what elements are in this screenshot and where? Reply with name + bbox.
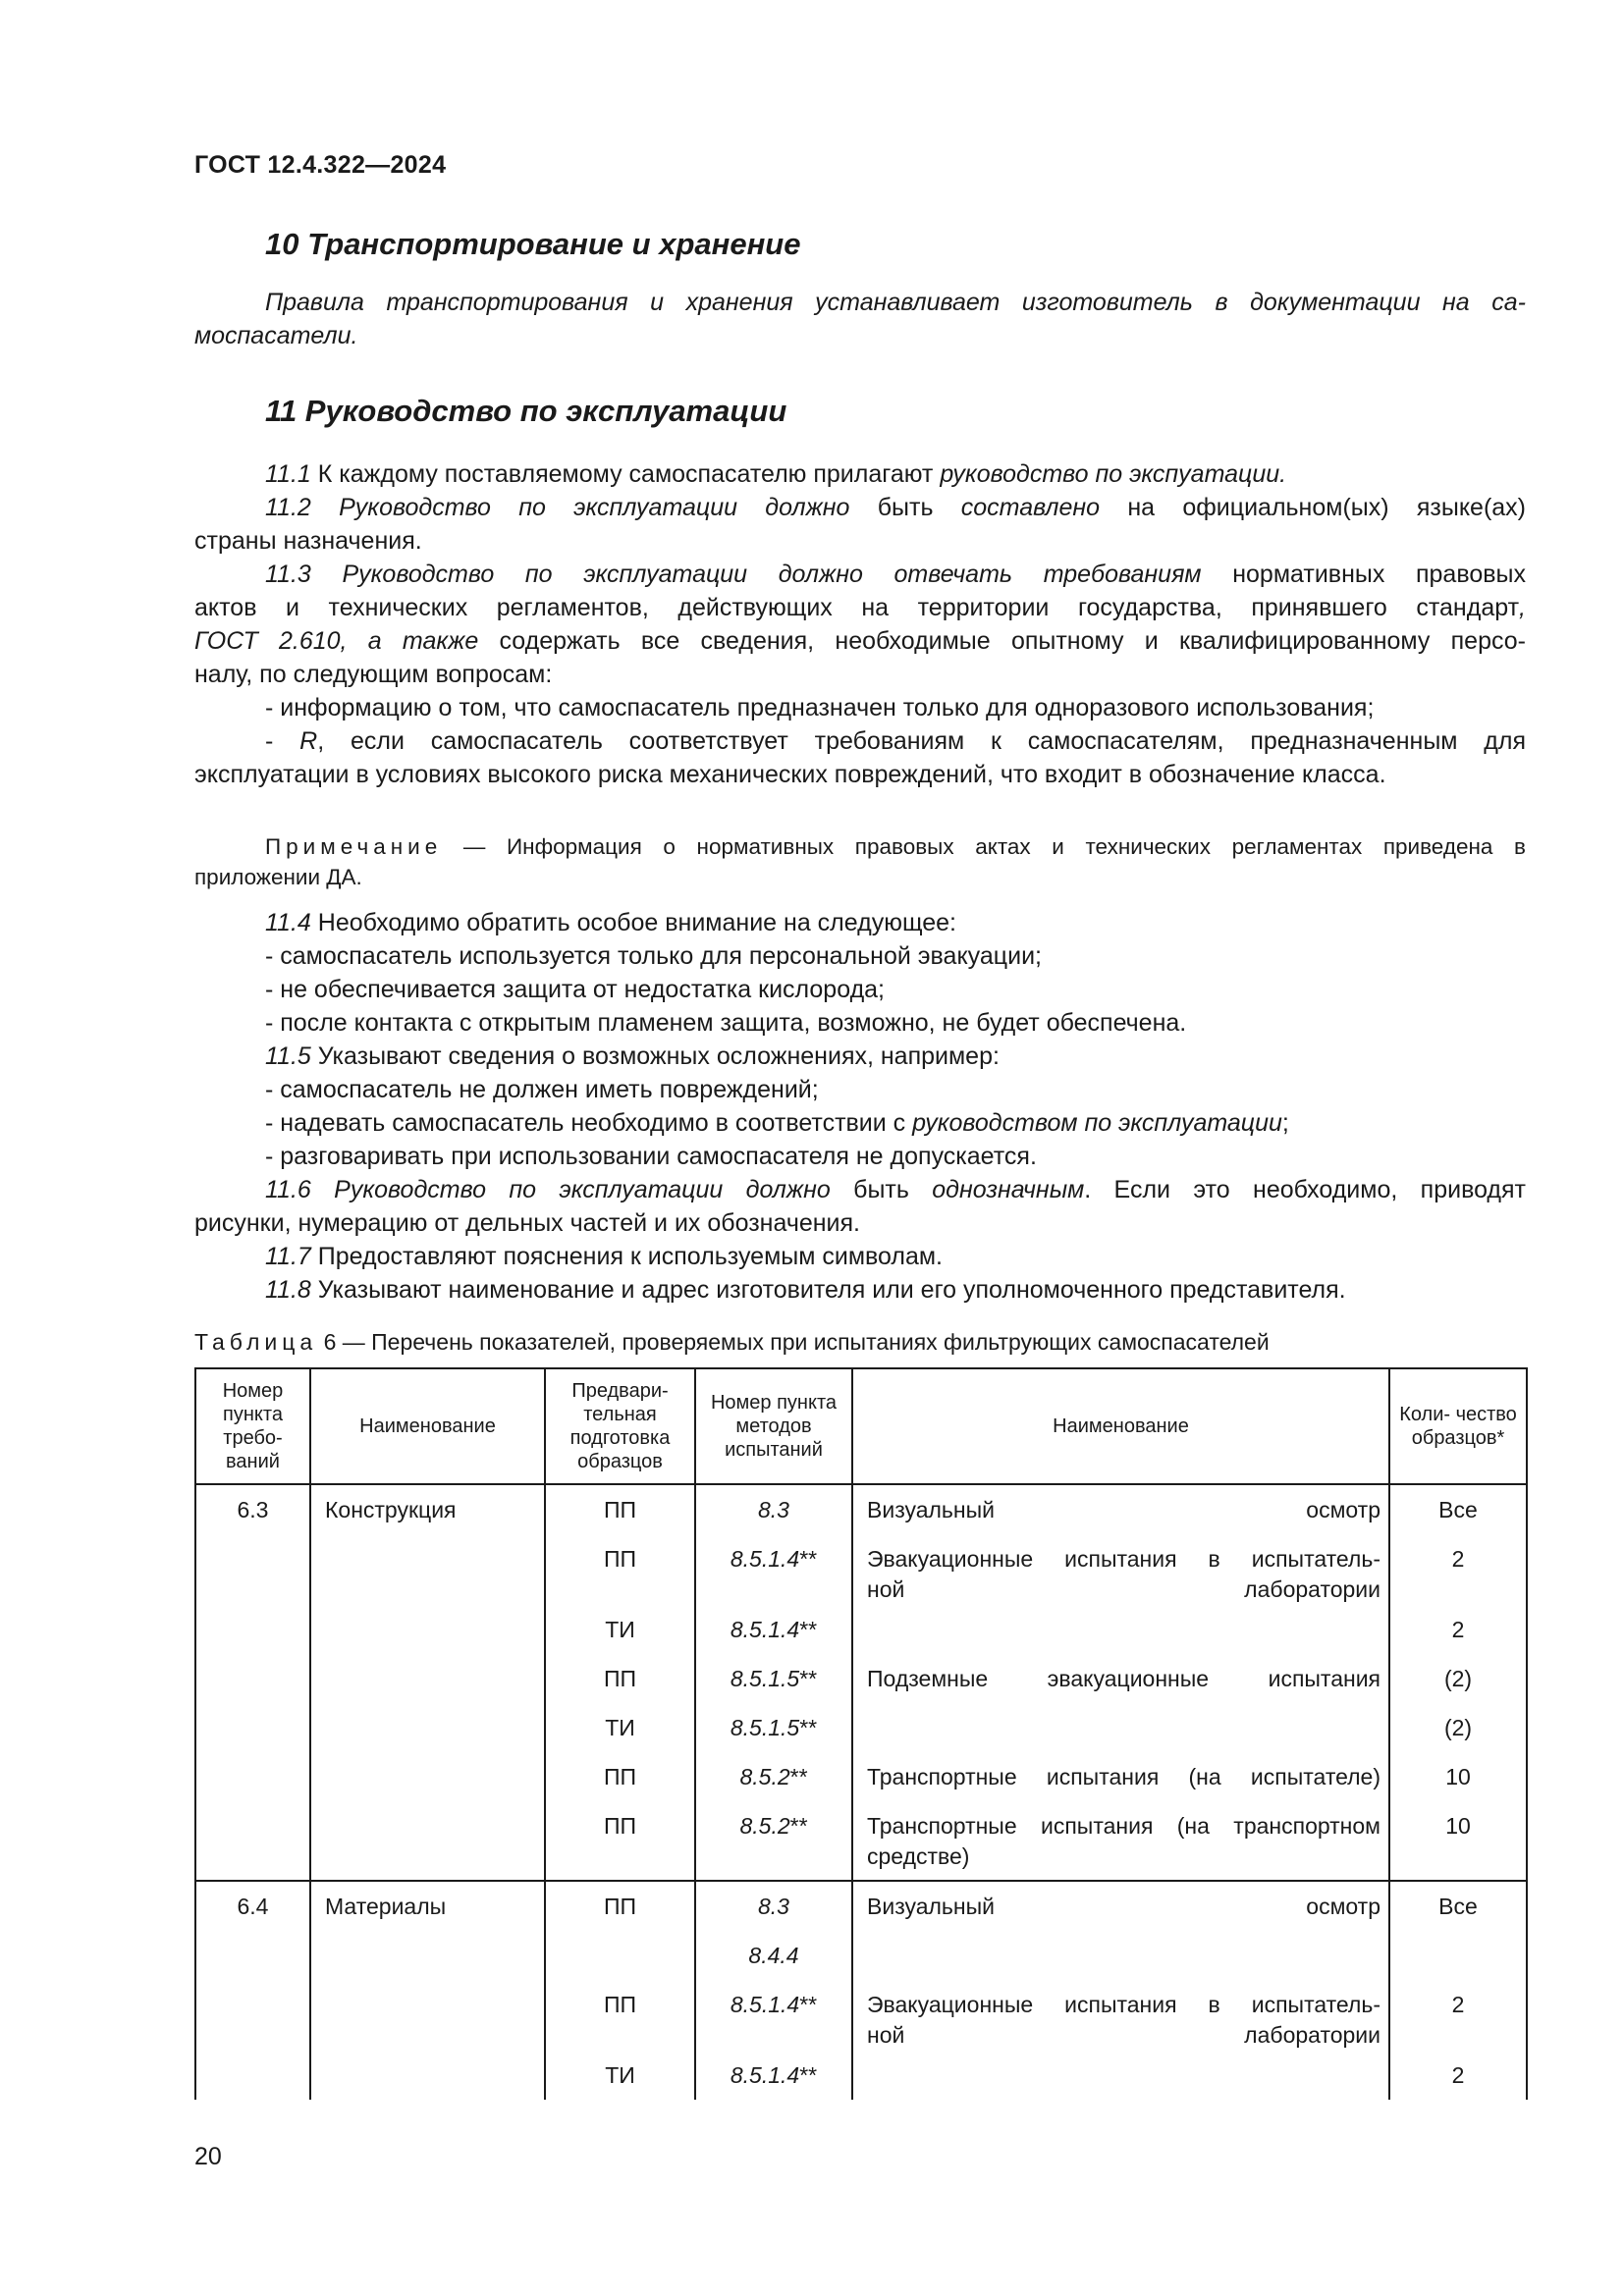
cell-test-name — [852, 2051, 1389, 2100]
cell-test-name: Транспортные испытания (на испытателе) — [852, 1752, 1389, 1801]
standard-id: ГОСТ 12.4.322—2024 — [194, 151, 447, 179]
cell-name — [310, 1534, 545, 1605]
header-test-name: Наименование — [852, 1368, 1389, 1484]
list-item: - разговаривать при использовании самоспасателя не допускается. — [265, 1143, 1037, 1170]
cell-quantity: 2 — [1389, 1980, 1527, 2051]
cell-method: 8.5.1.5** — [695, 1703, 852, 1752]
clauses-11-4-to-11-8 — [194, 906, 1526, 1307]
cell-quantity: 10 — [1389, 1752, 1527, 1801]
cell-quantity: (2) — [1389, 1703, 1527, 1752]
header-prep: Предвари- тельная подготовка образцов — [545, 1368, 695, 1484]
cell-prep: ПП — [545, 1484, 695, 1534]
cell-prep: ПП — [545, 1801, 695, 1881]
header-quantity: Коли- чество образцов* — [1389, 1368, 1527, 1484]
cell-method: 8.5.1.4** — [695, 1980, 852, 2051]
cell-req-number — [195, 1801, 310, 1881]
list-item: - самоспасатель не должен иметь повреждений; — [265, 1076, 819, 1103]
cell-req-number — [195, 1931, 310, 1980]
clause-11-3-line2: актов и технических регламентов, действующих на территории государства, принявшего стандарт, — [194, 594, 1526, 621]
cell-method: 8.3 — [695, 1484, 852, 1534]
cell-req-number — [195, 1752, 310, 1801]
list-item: - надевать самоспасатель необходимо в соответствии с руководством по эксплуатации; — [265, 1109, 1289, 1137]
cell-name — [310, 1801, 545, 1881]
cell-req-number — [195, 1703, 310, 1752]
cell-name — [310, 2051, 545, 2100]
cell-quantity: 2 — [1389, 2051, 1527, 2100]
cell-prep: ТИ — [545, 1605, 695, 1654]
cell-name — [310, 1752, 545, 1801]
clause-11-3-line3: ГОСТ 2.610, а также содержать все сведения, необходимые опытному и квалифицированному персо- — [194, 627, 1526, 655]
cell-req-number: 6.3 — [195, 1484, 310, 1534]
table-row — [195, 1605, 1527, 1654]
bullet-single-use: - информацию о том, что самоспасатель предназначен только для одноразового использования; — [265, 694, 1375, 721]
cell-test-name-cont: ной лаборатории — [867, 2022, 1380, 2048]
cell-quantity: Все — [1389, 1484, 1527, 1534]
cell-method: 8.5.1.4** — [695, 1534, 852, 1605]
cell-method: 8.5.2** — [695, 1801, 852, 1881]
clause-11-2-cont: страны назначения. — [194, 527, 422, 555]
section-11-body — [194, 457, 1526, 791]
table-caption: Таблица 6 — Перечень показателей, проверяемых при испытаниях фильтрующих самоспасателей — [194, 1329, 1270, 1355]
cell-name — [310, 1654, 545, 1703]
table-row — [195, 1980, 1527, 2051]
cell-prep — [545, 1931, 695, 1980]
cell-name: Материалы — [310, 1881, 545, 1931]
cell-req-number — [195, 1605, 310, 1654]
clause-11-8: 11.8 Указывают наименование и адрес изготовителя или его уполномоченного представителя. — [265, 1276, 1346, 1304]
table-row — [195, 1484, 1527, 1534]
cell-test-name: Эвакуационные испытания в испытатель- ной лаборатории — [852, 1980, 1389, 2051]
cell-req-number — [195, 1980, 310, 2051]
cell-method: 8.3 — [695, 1881, 852, 1931]
section-11-title: 11 Руководство по эксплуатации — [265, 394, 787, 428]
note-label: Примечание — [265, 834, 443, 859]
cell-test-name: Визуальный осмотр — [852, 1484, 1389, 1534]
clause-11-5: 11.5 Указывают сведения о возможных осложнениях, например: — [265, 1042, 1000, 1070]
table-6 — [194, 1367, 1528, 2100]
clause-11-6-cont: рисунки, нумерацию от дельных частей и их обозначения. — [194, 1209, 861, 1237]
cell-req-number — [195, 1654, 310, 1703]
clause-11-4: 11.4 Необходимо обратить особое внимание на следующее: — [265, 909, 956, 936]
clause-11-3-line4: налу, по следующим вопросам: — [194, 661, 553, 688]
cell-name — [310, 1703, 545, 1752]
cell-quantity: 10 — [1389, 1801, 1527, 1881]
clause-11-1: 11.1 К каждому поставляемому самоспасателю прилагают руководство по экспуатации. — [265, 460, 1287, 488]
cell-req-number: 6.4 — [195, 1881, 310, 1931]
bullet-class-r-cont: эксплуатации в условиях высокого риска механических повреждений, что входит в обозначение класса. — [194, 761, 1386, 788]
cell-prep: ТИ — [545, 1703, 695, 1752]
cell-test-name: Транспортные испытания (на транспортном средстве) — [852, 1801, 1389, 1881]
cell-name: Конструкция — [310, 1484, 545, 1534]
table-row — [195, 1801, 1527, 1881]
cell-quantity: 2 — [1389, 1605, 1527, 1654]
header-req-number: Номер пункта требо- ваний — [195, 1368, 310, 1484]
cell-quantity — [1389, 1931, 1527, 1980]
clause-11-6: 11.6 Руководство по эксплуатации должно быть однозначным. Если это необходимо, приводят — [265, 1176, 1526, 1203]
table-row — [195, 1703, 1527, 1752]
list-item: - самоспасатель используется только для персональной эвакуации; — [265, 942, 1042, 970]
cell-name — [310, 1931, 545, 1980]
list-item: - после контакта с открытым пламенем защита, возможно, не будет обеспечена. — [265, 1009, 1187, 1037]
cell-prep: ПП — [545, 1881, 695, 1931]
table-row — [195, 1752, 1527, 1801]
cell-method: 8.5.1.5** — [695, 1654, 852, 1703]
header-method: Номер пункта методов испытаний — [695, 1368, 852, 1484]
cell-test-name: Визуальный осмотр — [852, 1881, 1389, 1931]
table-row — [195, 1931, 1527, 1980]
cell-method: 8.4.4 — [695, 1931, 852, 1980]
cell-method: 8.5.2** — [695, 1752, 852, 1801]
cell-test-name-cont: ной лаборатории — [867, 1576, 1380, 1602]
cell-prep: ПП — [545, 1980, 695, 2051]
cell-test-name: Эвакуационные испытания в испытатель- ной лаборатории — [852, 1534, 1389, 1605]
cell-quantity: 2 — [1389, 1534, 1527, 1605]
section-10-line-1: Правила транспортирования и хранения устанавливает изготовитель в документации на са- — [265, 289, 1526, 316]
cell-name — [310, 1980, 545, 2051]
cell-prep: ПП — [545, 1752, 695, 1801]
clause-11-3: 11.3 Руководство по эксплуатации должно отвечать требованиям нормативных правовых — [265, 561, 1526, 588]
table-header-row — [195, 1368, 1527, 1484]
page-number: 20 — [194, 2143, 222, 2170]
cell-quantity: (2) — [1389, 1654, 1527, 1703]
cell-prep: ТИ — [545, 2051, 695, 2100]
cell-test-name: Подземные эвакуационные испытания — [852, 1654, 1389, 1703]
section-10-line-2: моспасатели. — [194, 322, 358, 349]
note: Примечание — Информация о нормативных правовых актах и технических регламентах приведена в приложении ДА. — [194, 831, 1526, 892]
section-10-title: 10 Транспортирование и хранение — [265, 227, 801, 261]
cell-method: 8.5.1.4** — [695, 1605, 852, 1654]
table-row — [195, 1881, 1527, 1931]
cell-test-name-cont: средстве) — [867, 1843, 970, 1869]
clause-11-2: 11.2 Руководство по эксплуатации должно быть составлено на официальном(ых) языке(ах) — [265, 494, 1527, 521]
cell-test-name — [852, 1931, 1389, 1980]
cell-test-name — [852, 1605, 1389, 1654]
table-row — [195, 1654, 1527, 1703]
cell-prep: ПП — [545, 1654, 695, 1703]
header-name: Наименование — [310, 1368, 545, 1484]
table-row — [195, 1534, 1527, 1605]
clause-11-7: 11.7 Предоставляют пояснения к используемым символам. — [265, 1243, 944, 1270]
bullet-class-r: - R, если самоспасатель соответствует требованиям к самоспасателям, предназначенным для — [265, 727, 1526, 755]
note-line-2: приложении ДА. — [194, 865, 362, 889]
cell-prep: ПП — [545, 1534, 695, 1605]
section-10-paragraph — [194, 286, 1526, 352]
table-row — [195, 2051, 1527, 2100]
cell-name — [310, 1605, 545, 1654]
cell-req-number — [195, 2051, 310, 2100]
cell-req-number — [195, 1534, 310, 1605]
list-item: - не обеспечивается защита от недостатка кислорода; — [265, 976, 886, 1003]
cell-method: 8.5.1.4** — [695, 2051, 852, 2100]
cell-test-name — [852, 1703, 1389, 1752]
cell-quantity: Все — [1389, 1881, 1527, 1931]
